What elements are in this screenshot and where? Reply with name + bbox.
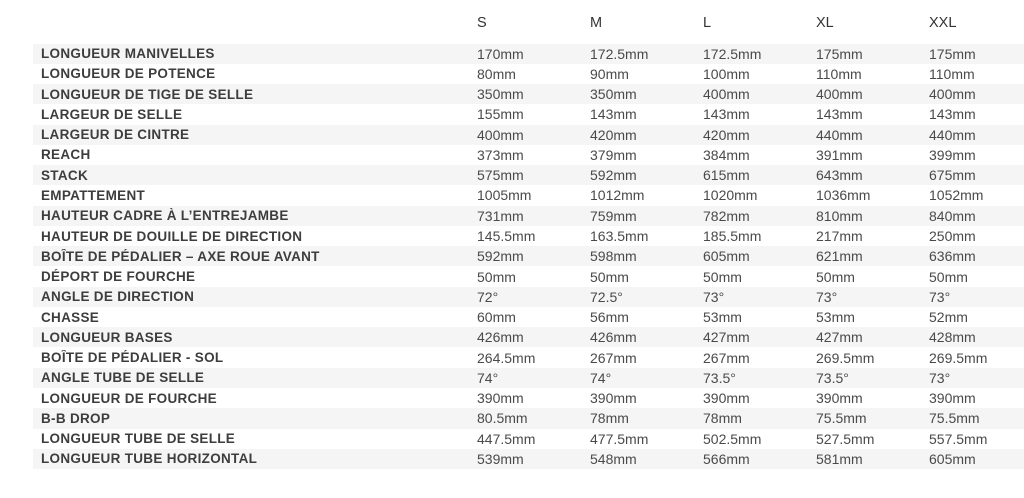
spec-row <box>33 185 1024 205</box>
spec-row <box>33 327 1024 347</box>
spec-value-s: 155mm <box>477 106 524 123</box>
spec-row <box>33 408 1024 428</box>
spec-value-xxl: 175mm <box>929 45 976 62</box>
spec-value-s: 60mm <box>477 309 516 326</box>
spec-label: LONGUEUR DE FOURCHE <box>41 390 217 406</box>
spec-value-xxl: 250mm <box>929 228 976 245</box>
spec-row <box>33 388 1024 408</box>
spec-label: B-B DROP <box>41 410 111 426</box>
spec-value-xxl: 840mm <box>929 207 976 224</box>
spec-value-m: 759mm <box>590 207 637 224</box>
spec-value-l: 78mm <box>703 410 742 427</box>
spec-label: LONGUEUR BASES <box>41 329 173 345</box>
spec-value-s: 447.5mm <box>477 430 536 447</box>
spec-value-xl: 427mm <box>816 329 863 346</box>
spec-label: DÉPORT DE FOURCHE <box>41 269 196 285</box>
spec-label: LONGUEUR DE POTENCE <box>41 66 216 82</box>
spec-value-l: 100mm <box>703 65 750 82</box>
spec-label: LONGUEUR TUBE HORIZONTAL <box>41 451 258 467</box>
spec-value-s: 1005mm <box>477 187 532 204</box>
spec-row <box>33 44 1024 64</box>
spec-value-m: 420mm <box>590 126 637 143</box>
spec-value-m: 598mm <box>590 248 637 265</box>
spec-value-s: 50mm <box>477 268 516 285</box>
spec-value-xl: 810mm <box>816 207 863 224</box>
spec-value-xl: 527.5mm <box>816 430 875 447</box>
spec-value-l: 143mm <box>703 106 750 123</box>
spec-label: STACK <box>41 167 88 183</box>
spec-value-s: 592mm <box>477 248 524 265</box>
spec-value-xl: 440mm <box>816 126 863 143</box>
spec-row <box>33 84 1024 104</box>
spec-value-s: 350mm <box>477 86 524 103</box>
spec-value-xl: 73° <box>816 288 838 305</box>
spec-row <box>33 246 1024 266</box>
spec-value-l: 53mm <box>703 309 742 326</box>
spec-row <box>33 266 1024 286</box>
spec-value-l: 400mm <box>703 86 750 103</box>
spec-label: HAUTEUR DE DOUILLE DE DIRECTION <box>41 228 303 244</box>
spec-value-m: 74° <box>590 369 612 386</box>
spec-label: LONGUEUR TUBE DE SELLE <box>41 431 236 447</box>
spec-value-xxl: 52mm <box>929 309 968 326</box>
column-header-xl: XL <box>816 14 834 31</box>
spec-value-s: 72° <box>477 288 499 305</box>
spec-value-m: 548mm <box>590 450 637 467</box>
spec-value-l: 566mm <box>703 450 750 467</box>
spec-value-l: 73° <box>703 288 725 305</box>
spec-value-l: 427mm <box>703 329 750 346</box>
spec-row <box>33 347 1024 367</box>
spec-value-m: 143mm <box>590 106 637 123</box>
spec-row <box>33 429 1024 449</box>
spec-value-xl: 50mm <box>816 268 855 285</box>
spec-value-xl: 217mm <box>816 228 863 245</box>
size-header-row <box>33 10 1024 44</box>
spec-label: EMPATTEMENT <box>41 187 146 203</box>
spec-value-m: 426mm <box>590 329 637 346</box>
spec-value-l: 420mm <box>703 126 750 143</box>
spec-value-l: 384mm <box>703 146 750 163</box>
spec-value-xxl: 675mm <box>929 167 976 184</box>
spec-value-s: 373mm <box>477 146 524 163</box>
spec-value-s: 74° <box>477 369 499 386</box>
spec-value-xl: 621mm <box>816 248 863 265</box>
spec-value-xl: 400mm <box>816 86 863 103</box>
spec-value-m: 78mm <box>590 410 629 427</box>
spec-value-xl: 643mm <box>816 167 863 184</box>
spec-label: LARGEUR DE CINTRE <box>41 127 190 143</box>
spec-value-s: 170mm <box>477 45 524 62</box>
spec-label: CHASSE <box>41 309 100 325</box>
spec-value-s: 731mm <box>477 207 524 224</box>
spec-row <box>33 145 1024 165</box>
spec-value-s: 264.5mm <box>477 349 536 366</box>
column-header-l: L <box>703 14 712 31</box>
spec-value-l: 605mm <box>703 248 750 265</box>
spec-row <box>33 104 1024 124</box>
spec-row <box>33 226 1024 246</box>
spec-value-xxl: 1052mm <box>929 187 984 204</box>
spec-row <box>33 287 1024 307</box>
spec-value-m: 50mm <box>590 268 629 285</box>
geometry-spec-table <box>33 10 1024 469</box>
spec-value-s: 80.5mm <box>477 410 528 427</box>
spec-value-s: 390mm <box>477 390 524 407</box>
spec-label: LARGEUR DE SELLE <box>41 106 183 122</box>
spec-value-xxl: 636mm <box>929 248 976 265</box>
spec-value-s: 145.5mm <box>477 228 536 245</box>
spec-value-xxl: 428mm <box>929 329 976 346</box>
spec-value-m: 172.5mm <box>590 45 649 62</box>
spec-value-l: 1020mm <box>703 187 758 204</box>
spec-label: BOÎTE DE PÉDALIER - SOL <box>41 350 224 366</box>
column-header-s: S <box>477 14 487 31</box>
spec-value-m: 350mm <box>590 86 637 103</box>
spec-value-xxl: 400mm <box>929 86 976 103</box>
spec-value-l: 615mm <box>703 167 750 184</box>
table-body <box>33 44 1024 470</box>
spec-value-l: 185.5mm <box>703 228 762 245</box>
column-header-m: M <box>590 14 603 31</box>
spec-value-m: 163.5mm <box>590 228 649 245</box>
spec-label: REACH <box>41 147 91 163</box>
spec-value-m: 90mm <box>590 65 629 82</box>
spec-row <box>33 206 1024 226</box>
spec-value-m: 72.5° <box>590 288 623 305</box>
spec-value-m: 592mm <box>590 167 637 184</box>
spec-value-xl: 175mm <box>816 45 863 62</box>
spec-value-m: 267mm <box>590 349 637 366</box>
spec-label: LONGUEUR MANIVELLES <box>41 46 215 62</box>
spec-value-xxl: 73° <box>929 369 951 386</box>
spec-value-xl: 143mm <box>816 106 863 123</box>
spec-label: HAUTEUR CADRE À L’ENTREJAMBE <box>41 208 289 224</box>
spec-value-s: 539mm <box>477 450 524 467</box>
spec-value-xl: 1036mm <box>816 187 871 204</box>
spec-value-l: 782mm <box>703 207 750 224</box>
spec-value-l: 502.5mm <box>703 430 762 447</box>
spec-label: LONGUEUR DE TIGE DE SELLE <box>41 86 254 102</box>
spec-value-xl: 53mm <box>816 309 855 326</box>
spec-value-xl: 581mm <box>816 450 863 467</box>
spec-value-m: 1012mm <box>590 187 645 204</box>
spec-value-xxl: 143mm <box>929 106 976 123</box>
spec-row <box>33 165 1024 185</box>
spec-value-xxl: 50mm <box>929 268 968 285</box>
spec-value-l: 390mm <box>703 390 750 407</box>
spec-label: ANGLE DE DIRECTION <box>41 289 195 305</box>
spec-value-xl: 75.5mm <box>816 410 867 427</box>
spec-value-xxl: 605mm <box>929 450 976 467</box>
spec-value-m: 390mm <box>590 390 637 407</box>
spec-value-xxl: 557.5mm <box>929 430 988 447</box>
spec-value-l: 50mm <box>703 268 742 285</box>
spec-value-xl: 269.5mm <box>816 349 875 366</box>
spec-row <box>33 368 1024 388</box>
spec-value-s: 400mm <box>477 126 524 143</box>
spec-row <box>33 307 1024 327</box>
spec-row <box>33 64 1024 84</box>
spec-value-s: 80mm <box>477 65 516 82</box>
spec-row <box>33 449 1024 469</box>
spec-row <box>33 125 1024 145</box>
spec-value-m: 477.5mm <box>590 430 649 447</box>
spec-value-s: 575mm <box>477 167 524 184</box>
spec-value-xl: 73.5° <box>816 369 849 386</box>
spec-value-xl: 390mm <box>816 390 863 407</box>
spec-label: BOÎTE DE PÉDALIER – AXE ROUE AVANT <box>41 248 320 264</box>
spec-value-xl: 110mm <box>816 65 862 82</box>
spec-value-xxl: 75.5mm <box>929 410 980 427</box>
spec-value-xxl: 440mm <box>929 126 976 143</box>
spec-label: ANGLE TUBE DE SELLE <box>41 370 205 386</box>
spec-value-m: 379mm <box>590 146 637 163</box>
spec-value-l: 172.5mm <box>703 45 762 62</box>
spec-value-l: 267mm <box>703 349 750 366</box>
spec-value-xxl: 73° <box>929 288 951 305</box>
spec-value-m: 56mm <box>590 309 629 326</box>
spec-value-xl: 391mm <box>816 146 863 163</box>
spec-value-xxl: 399mm <box>929 146 976 163</box>
spec-value-xxl: 390mm <box>929 390 976 407</box>
spec-value-xxl: 269.5mm <box>929 349 988 366</box>
spec-value-l: 73.5° <box>703 369 736 386</box>
column-header-xxl: XXL <box>929 14 957 31</box>
spec-value-xxl: 110mm <box>929 65 975 82</box>
spec-value-s: 426mm <box>477 329 524 346</box>
